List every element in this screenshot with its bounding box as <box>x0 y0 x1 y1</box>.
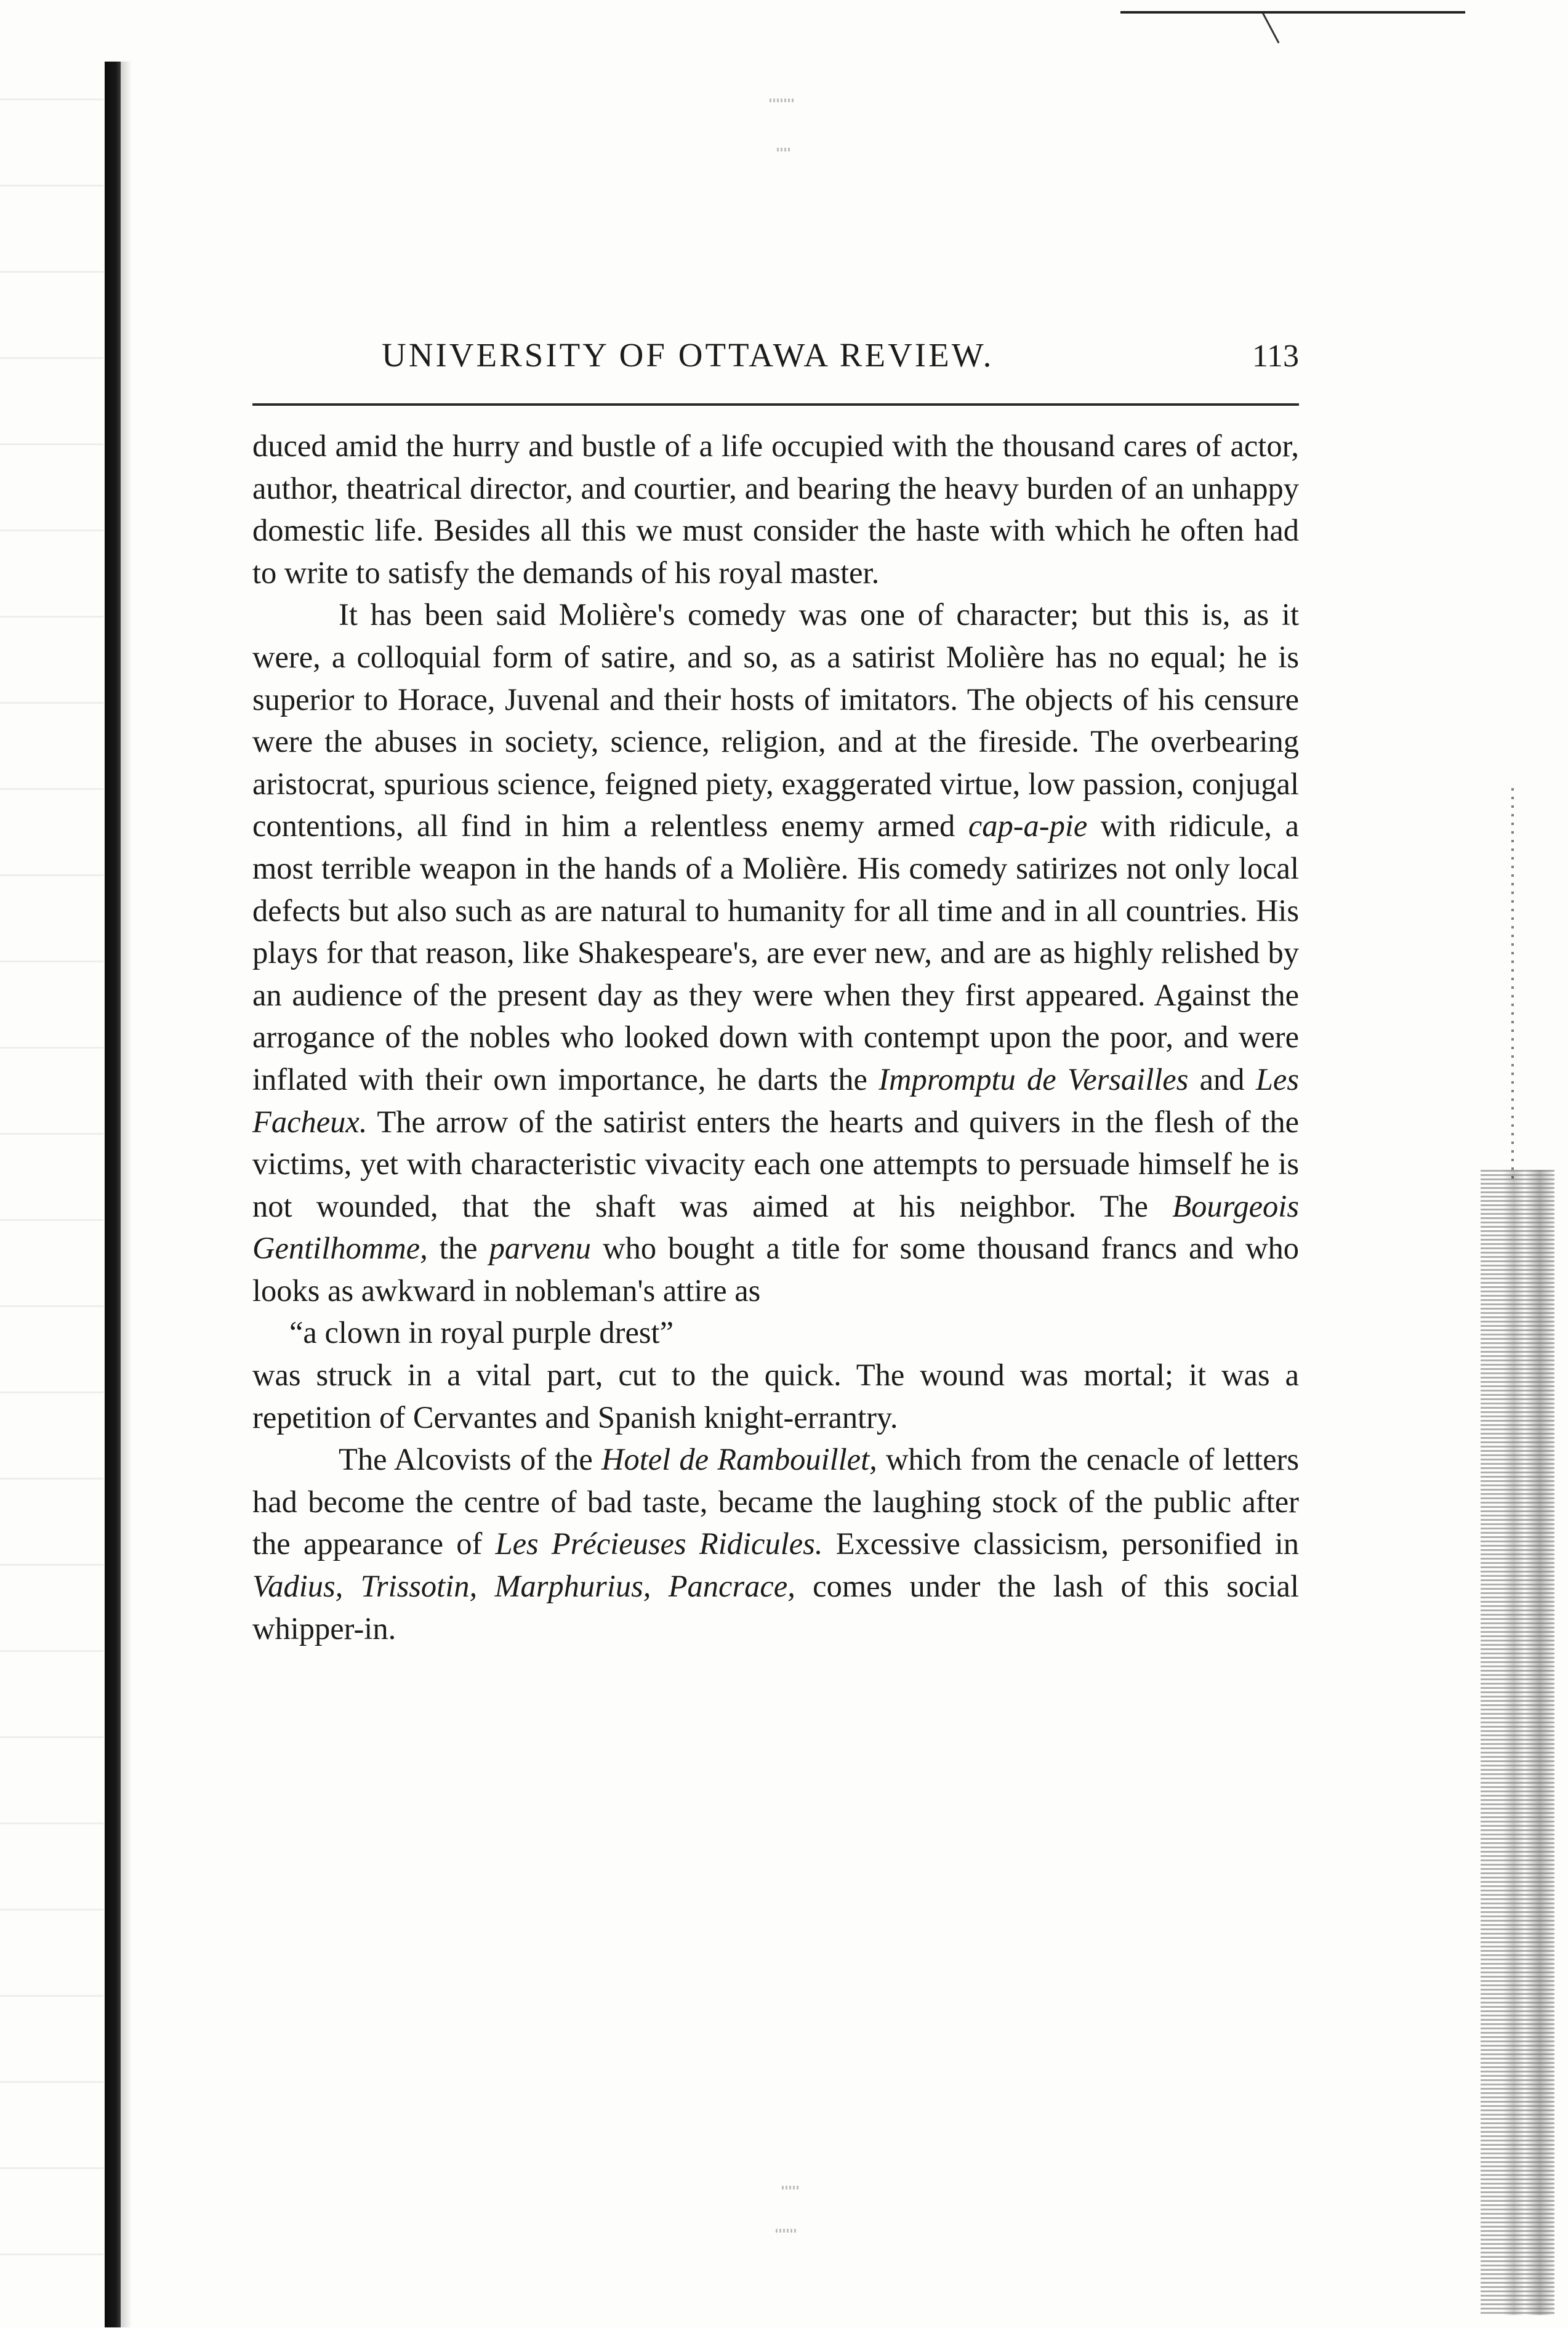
quotation-line <box>252 1311 1299 1354</box>
text-run: and <box>1188 1061 1256 1097</box>
text-run: which from the cenacle of letters had become the centre of bad taste, became the laughing stock of the public after the appearance of <box>252 1442 1299 1561</box>
italic-title: Hotel de Rambouillet, <box>601 1442 877 1477</box>
italic-title: Vadius, Trissotin, Marphurius, Pancrace, <box>252 1569 795 1604</box>
italic-title: Bourgeois Gentilhomme, <box>252 1188 1299 1266</box>
text-run: duced amid the hurry and bustle of a life occupied with the thousand cares of actor, author, theatrical director, and courtier, and bearing the heavy burden of an unhappy domestic life. Besides all this we must consider the haste with which he often had to write to satisfy the demands of his royal master. <box>252 429 1299 590</box>
book-spine-shadow <box>105 62 121 2327</box>
scan-edge-tick <box>1262 13 1279 44</box>
text-run: The Alcovists of the <box>339 1442 602 1477</box>
scan-smudge <box>782 2186 800 2189</box>
gutter-shadow <box>121 62 132 2327</box>
paragraph <box>252 1354 1299 1438</box>
text-run: who bought a title for some thousand francs and who looks as awkward in nobleman's attire as <box>252 1231 1300 1308</box>
paragraph <box>252 594 1299 1311</box>
italic-title: Les Facheux. <box>252 1061 1299 1139</box>
paragraph <box>252 425 1299 594</box>
scan-margin-specks <box>0 62 103 2327</box>
text-run: was struck in a vital part, cut to the quick. The wound was mortal; it was a repetition of Cervantes and Spanish knight-errantry. <box>252 1358 1299 1435</box>
scan-smudge <box>776 2229 798 2233</box>
italic-title: cap-a-pie <box>968 808 1088 844</box>
running-head <box>252 336 1299 379</box>
paragraph <box>252 1438 1299 1649</box>
text-run: It has been said Molière's comedy was one of character; but this is, as it were, a colloquial form of satire, and so, as a satirist Molière has no equal; he is superior to Horace, Juvenal and their hosts of imitators. The objects of his censure were the abuses in society, science, religion, and at the fireside. The overbearing aristocrat, spurious science, feigned piety, exaggerated virtue, low passion, conjugal contentions, all find in him a relentless enemy armed <box>252 597 1299 844</box>
page-number: 113 <box>1252 339 1299 374</box>
text-run: the <box>427 1231 489 1266</box>
italic-title: Impromptu de Versailles <box>878 1061 1189 1097</box>
text-run: The arrow of the satirist enters the hearts and quivers in the flesh of the victims, yet with characteristic vivacity each one attempts to persuade himself he is not wounded, that the shaft was aimed at his neighbor. The <box>252 1104 1299 1223</box>
text-run: comes under the lash of this social whipper-in. <box>252 1569 1299 1646</box>
header-rule <box>252 403 1299 406</box>
scan-right-edge-pages <box>1481 1170 1554 2315</box>
scan-right-edge-dots <box>1511 788 1514 1182</box>
journal-title: UNIVERSITY OF OTTAWA REVIEW. <box>382 336 994 374</box>
scan-smudge <box>777 148 792 151</box>
text-run: “a clown in royal purple drest” <box>289 1315 674 1350</box>
italic-title: parvenu <box>489 1231 592 1266</box>
text-run: with ridicule, a most terrible weapon in the hands of a Molière. His comedy satirizes not only local defects but also such as are natural to humanity for all time and in all countries. His plays for that reason, like Shakespeare's, are ever new, and are as highly relished by an audience of the present day as they were when they first appeared. Against the arrogance of the nobles who looked down with contempt upon the poor, and were inflated with their own importance, he darts the <box>252 808 1299 1097</box>
italic-title: Les Précieuses Ridicules. <box>495 1526 823 1561</box>
scan-smudge <box>770 99 794 102</box>
text-run: Excessive classicism, personified in <box>822 1526 1299 1561</box>
article-body <box>252 425 1299 1649</box>
scan-edge-line <box>1120 11 1465 14</box>
